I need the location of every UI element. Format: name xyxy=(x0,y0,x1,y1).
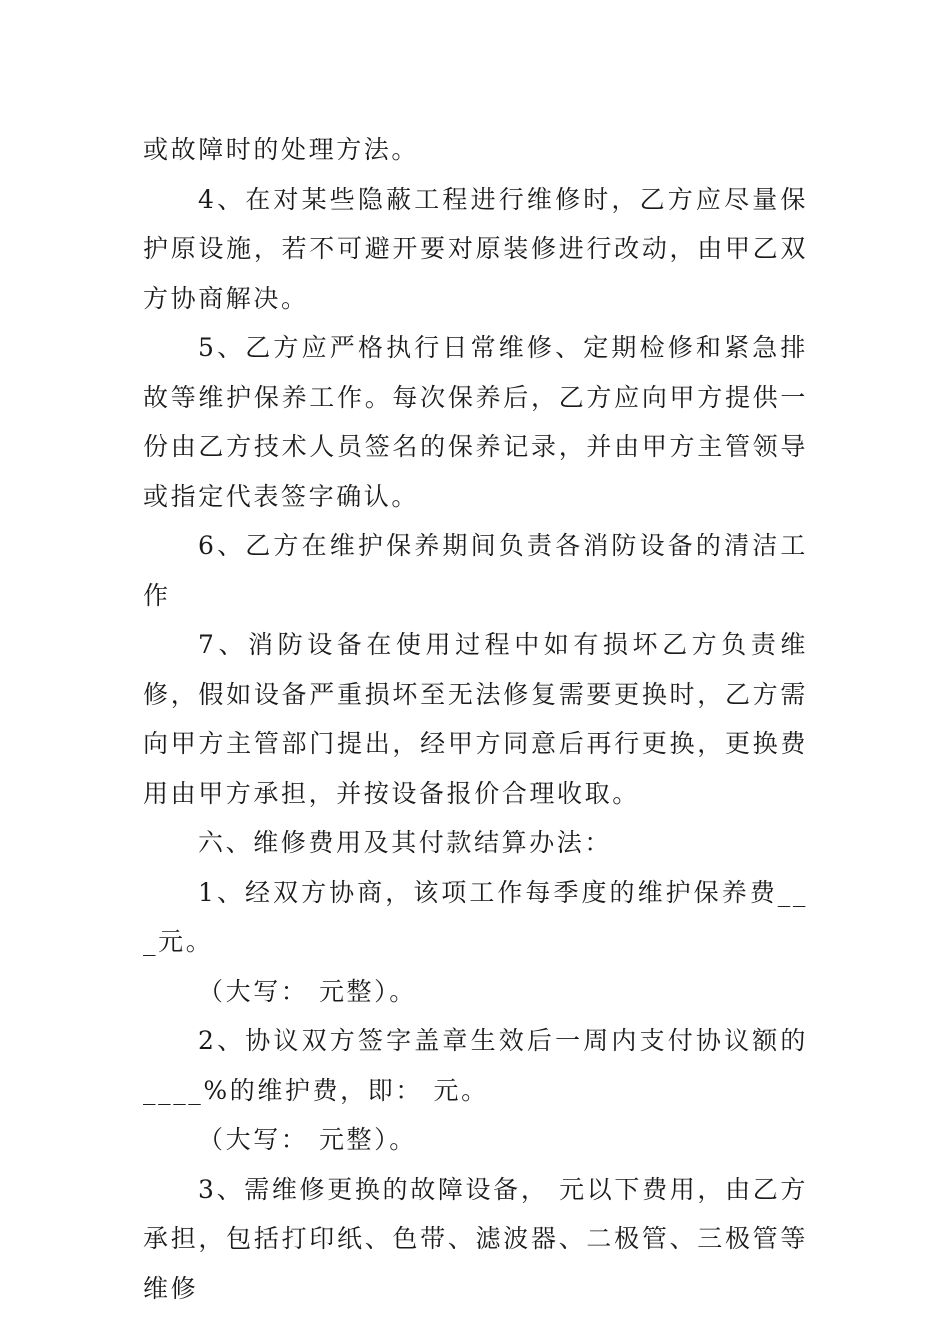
paragraph-amount-in-words-1: （大写： 元整）。 xyxy=(198,976,417,1006)
section-heading-fees: 六、维修费用及其付款结算办法： xyxy=(198,828,613,857)
paragraph-continuation: 或故障时的处理方法。 xyxy=(143,135,420,164)
paragraph-fee-1: 1、经双方协商，该项工作每季度的维护保养费__ _元。 xyxy=(143,877,808,956)
paragraph-fee-3: 3、需维修更换的故障设备， 元以下费用，由乙方承担，包括打印纸、色带、滤波器、二极管、三极管等维修 xyxy=(143,1174,808,1303)
paragraph-clause-4: 4、在对某些隐蔽工程进行维修时，乙方应尽量保护原设施，若不可避开要对原装修进行改动，由甲乙双方协商解决。 xyxy=(143,184,808,313)
document-body xyxy=(143,125,808,1313)
paragraph-clause-7: 7、消防设备在使用过程中如有损坏乙方负责维修，假如设备严重损坏至无法修复需要更换时，乙方需向甲方主管部门提出，经甲方同意后再行更换，更换费用由甲方承担，并按设备报价合理收取。 xyxy=(143,630,808,808)
paragraph-clause-6: 6、乙方在维护保养期间负责各消防设备的清洁工作 xyxy=(143,531,808,610)
paragraph-clause-5: 5、乙方应严格执行日常维修、定期检修和紧急排故等维护保养工作。每次保养后，乙方应向甲方提供一份由乙方技术人员签名的保养记录，并由甲方主管领导或指定代表签字确认。 xyxy=(143,333,808,511)
paragraph-amount-in-words-2: （大写： 元整）。 xyxy=(198,1125,417,1154)
paragraph-fee-2: 2、协议双方签字盖章生效后一周内支付协议额的____%的维护费，即： 元。 xyxy=(143,1026,808,1105)
